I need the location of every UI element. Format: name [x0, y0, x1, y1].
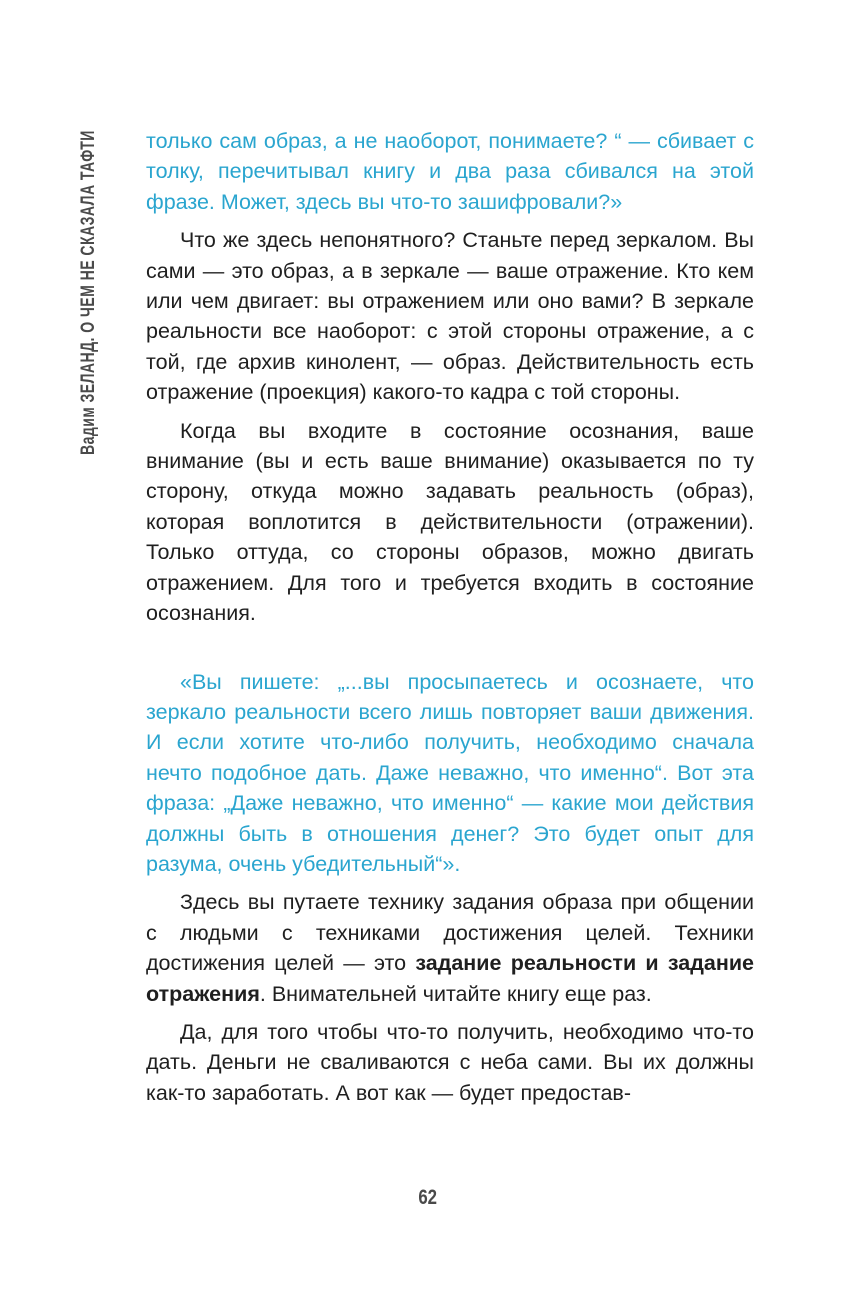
page-number [0, 1186, 856, 1210]
emphasis-text: задание реальности и задание отражения [146, 951, 754, 1006]
page-number-text: 62 [418, 1186, 438, 1209]
answer-paragraph: Да, для того чтобы что-то получить, необходимо что-то дать. Деньги не сваливаются с неба сами. Вы их должны как-то заработать. А вот как — будет предостав- [146, 1019, 754, 1105]
answer-paragraph: Что же здесь непонятного? Станьте перед зеркалом. Вы сами — это образ, а в зеркале — ваше отражение. Кто кем или чем двигает: вы отражением или оно вами? В зеркале реальности все наоборот: с этой стороны отражение, а с той, где архив кинолент, — образ. Действительность есть отражение (проекция) какого-то кадра с той стороны. [146, 228, 754, 405]
reader-question: «Вы пишете: „...вы просыпаетесь и осознаете, что зеркало реальности всего лишь повторяет ваши движения. И если хотите что-либо получить, необходимо сначала нечто подобное дать. Даже неважно, что именно“. Вот эта фраза: „Даже неважно, что именно“ — какие мои действия должны быть в отношения денег? Это будет опыт для разума, очень убедительный“». [146, 669, 754, 876]
running-title-text: Вадим ЗЕЛАНД. О ЧЕМ НЕ СКАЗАЛА ТАФТИ [78, 130, 99, 455]
answer-paragraph: Когда вы входите в состояние осознания, ваше внимание (вы и есть ваше внимание) оказывается по ту сторону, откуда можно задавать реальность (образ), которая воплотится в действительности (отражении). Только оттуда, со стороны образов, можно двигать отражением. Для того и требуется входить в состояние осознания. [146, 418, 754, 626]
page-body [146, 126, 754, 1108]
running-title [78, 16, 100, 455]
reader-question-continued: только сам образ, а не наоборот, понимаете? “ — сбивает с толку, перечитывал книгу и два раза сбивался на этой фразе. Может, здесь вы что-то зашифровали?» [146, 129, 754, 214]
answer-text: Здесь вы путаете технику задания образа при общении с людьми с техниками достижения целей. Техники достижения целей — это [146, 890, 754, 976]
answer-paragraph [146, 887, 754, 1009]
answer-text: . Внимательней читайте книгу еще раз. [259, 981, 652, 1006]
